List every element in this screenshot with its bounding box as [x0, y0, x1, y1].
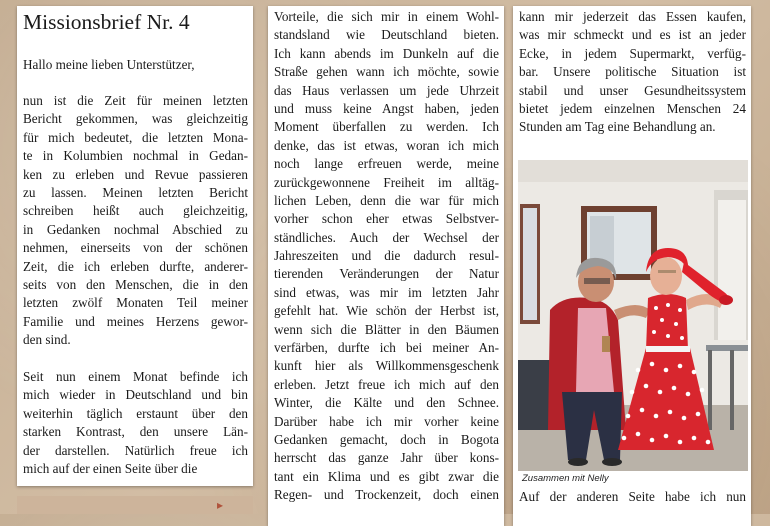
text-line: nehmen, einerseits von der schönen: [23, 240, 248, 256]
column-3-text-bottom: [519, 488, 746, 506]
text-line: ständliches. Auch der Wechsel der: [274, 229, 499, 245]
text-line: Winter, die Kälte und den Schnee.: [274, 395, 499, 411]
text-line: Vorteile, die sich mir in einem Wohl-: [274, 9, 499, 24]
text-line: und muss keine Angst haben, jeden: [274, 100, 499, 116]
article-column-2: [268, 6, 504, 526]
text-line: bar. Unsere politische Situation ist: [519, 64, 746, 80]
column-3-text-top: [519, 8, 746, 137]
text-line: in Gedanken nochmal Abschied zu: [23, 221, 248, 237]
text-line: verfärben, durfte ich bei meiner An-: [274, 340, 499, 356]
text-line: standsland wie Deutschland bieten.: [274, 27, 499, 43]
text-line: der darstellen. Natürlich freue ich: [23, 442, 248, 458]
footer-strip: [17, 496, 253, 514]
text-line: starken Kontrast, den unsere Län-: [23, 424, 248, 440]
column-2-text: [274, 8, 499, 505]
text-line: schreiben heißt auch gleichzeitig,: [23, 203, 248, 219]
text-line: Familie und meines Herzens gewor-: [23, 313, 248, 329]
text-line: noch lange erfreuen werde, meine: [274, 156, 499, 172]
text-line: Regen- und Trockenzeit, doch einen: [274, 487, 499, 503]
paragraph-2: [23, 368, 248, 478]
text-line: Seit nun einem Monat befinde ich: [23, 369, 248, 384]
article-column-1: [17, 6, 253, 486]
photo-two-women: [518, 160, 748, 471]
text-line: Zeit, die ich erleben durfte, anderer-: [23, 258, 248, 274]
text-line: gefehlt hat. Wie schön der Herbst ist,: [274, 303, 499, 319]
text-line: zurückgewonnene Freiheit im alltäg-: [274, 174, 499, 190]
text-line: Gedanken gemacht, doch in Bogota: [274, 431, 499, 447]
text-line: wenn sich die Blätter in den Bäumen: [274, 321, 499, 337]
text-line: Bericht gekommen, was gleichzeitig: [23, 111, 248, 127]
text-line: weiterhin täglich erstaunt über den: [23, 405, 248, 421]
photo-illustration: [518, 160, 748, 471]
paragraph-1: [23, 92, 248, 349]
text-line: nun ist die Zeit für meinen letzten: [23, 93, 248, 108]
text-line: mich wieder in Deutschland und bin: [23, 387, 248, 403]
text-line: Moment überfallen zu werden. Ich: [274, 119, 499, 135]
text-line: Ich kann abends im Dunkeln auf die: [274, 45, 499, 61]
text-line: was mir schmeckt und es ist an jeder: [519, 27, 746, 43]
greeting-line: [23, 56, 248, 74]
text-line: denke, das ist etwas, woran ich mich: [274, 137, 499, 153]
text-line: stabil und unser Gesundheitssystem: [519, 82, 746, 98]
text-line: bietet jedem einzelnen Menschen 24: [519, 100, 746, 116]
text-line: vorher schon eher etwas Selbstver-: [274, 211, 499, 227]
text-line: kann mir jederzeit das Essen kaufen,: [519, 9, 746, 24]
text-line: mich auf der einen Seite über die: [23, 460, 198, 476]
text-line: tierenden Veränderungen der Natur: [274, 266, 499, 282]
text-line: Straße gehen wann ich möchte, sowie: [274, 64, 499, 80]
text-line: sind etwas, was mir im letzten Jahr: [274, 284, 499, 300]
greeting-text: Hallo meine lieben Unterstützer,: [23, 57, 195, 72]
text-line: Stunden am Tag eine Behandlung an.: [519, 119, 716, 135]
article-column-3: [513, 6, 751, 526]
text-line: herrscht das ganze Jahr über kons-: [274, 450, 499, 466]
text-line: te in Kolumbien nochmal in Gedan-: [23, 148, 248, 164]
text-line: Auf der anderen Seite habe ich nun: [519, 489, 746, 504]
text-line: das Haus verlassen um jede Uhrzeit: [274, 82, 499, 98]
text-line: ken zu erleben und Revue passieren: [23, 166, 248, 182]
text-line: lichen Leben, denn die war für mich: [274, 192, 499, 208]
text-line: tant ein Klima und es gibt zwar die: [274, 468, 499, 484]
text-line: Ecke, in jedem Supermarkt, verfüg-: [519, 45, 746, 61]
decorative-mark-icon: ▸: [217, 498, 224, 512]
photo-caption: Zusammen mit Nelly: [522, 473, 609, 484]
text-line: zu lassen. Meinen letzten Bericht: [23, 184, 248, 200]
text-line: Jahreszeiten und die dadurch resul-: [274, 248, 499, 264]
text-line: den sind.: [23, 332, 71, 348]
article-title: Missionsbrief Nr. 4: [23, 10, 190, 34]
text-line: seits von den Menschen, die in den: [23, 276, 248, 292]
text-line: Darüber habe ich mir vorher keine: [274, 413, 499, 429]
text-line: kunft hier als Willkommensgeschenk: [274, 358, 499, 374]
text-line: für mich bedeutet, die letzten Mona-: [23, 129, 248, 145]
text-line: letzten zwölf Monaten Teil meiner: [23, 295, 248, 311]
text-line: erleben. Jetzt freue ich mich auf den: [274, 376, 499, 392]
